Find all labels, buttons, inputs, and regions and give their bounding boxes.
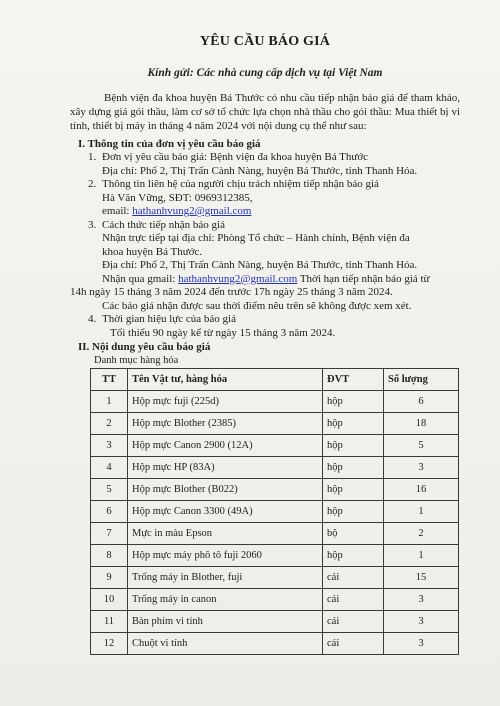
item-2-contact: Hà Văn Vững, SĐT: 0969312385, bbox=[102, 191, 253, 204]
cell-quantity: 3 bbox=[384, 457, 459, 479]
greeting-line: Kính gửi: Các nhà cung cấp dịch vụ tại Việt Nam bbox=[147, 67, 383, 79]
cell-quantity: 2 bbox=[384, 523, 459, 545]
header-unit: ĐVT bbox=[323, 369, 384, 391]
cell-tt: 8 bbox=[91, 545, 128, 567]
cell-quantity: 1 bbox=[384, 545, 459, 567]
item-4 bbox=[70, 313, 460, 327]
table-row bbox=[91, 435, 459, 457]
cell-unit: hộp bbox=[323, 501, 384, 523]
item-3-email-prefix: Nhận qua gmail: bbox=[102, 272, 179, 285]
cell-unit: cái bbox=[323, 611, 384, 633]
cell-quantity: 15 bbox=[384, 567, 459, 589]
item-2-number: 2. bbox=[88, 178, 97, 190]
header-tt: TT bbox=[91, 369, 128, 391]
cell-item-name: Hộp mực Blother (B022) bbox=[128, 479, 323, 501]
cell-tt: 5 bbox=[91, 479, 128, 501]
item-1-address: Địa chỉ: Phố 2, Thị Trấn Cành Nàng, huyện Bá Thước, tỉnh Thanh Hóa. bbox=[102, 164, 418, 177]
cell-unit: bộ bbox=[323, 523, 384, 545]
cell-unit: hộp bbox=[323, 545, 384, 567]
item-1-number: 1. bbox=[88, 151, 97, 163]
document-title: YÊU CẦU BÁO GIÁ bbox=[199, 34, 331, 49]
section-2-heading: II. Nội dung yêu cầu báo giá bbox=[78, 341, 211, 353]
item-3 bbox=[70, 219, 460, 233]
item-3-note: Các báo giá nhận được sau thời điểm nêu trên sẽ không được xem xét. bbox=[102, 299, 412, 312]
cell-quantity: 3 bbox=[384, 611, 459, 633]
cell-unit: cái bbox=[323, 567, 384, 589]
table-row bbox=[91, 457, 459, 479]
item-4-number: 4. bbox=[88, 313, 97, 325]
cell-tt: 6 bbox=[91, 501, 128, 523]
cell-item-name: Hộp mực máy phô tô fuji 2060 bbox=[128, 545, 323, 567]
cell-unit: hộp bbox=[323, 457, 384, 479]
cell-item-name: Hộp mực fuji (225d) bbox=[128, 391, 323, 413]
table-row bbox=[91, 589, 459, 611]
item-2-email-line bbox=[70, 205, 460, 219]
header-item-name: Tên Vật tư, hàng hóa bbox=[128, 369, 323, 391]
intro-paragraph: Bệnh viện đa khoa huyện Bá Thước có nhu cầu tiếp nhận báo giá để tham khảo, xây dựng giá gói thầu, làm cơ sở tổ chức lựa chọn nhà thầu cho gói thầu: Mua thiết bị vi tính, thiết bị máy in tháng 4 năm 2024 với nội dung cụ thể như sau: bbox=[70, 92, 460, 132]
cell-quantity: 1 bbox=[384, 501, 459, 523]
cell-item-name: Mực in màu Epson bbox=[128, 523, 323, 545]
table-row bbox=[91, 567, 459, 589]
item-2-email-label: email: bbox=[102, 205, 133, 217]
table-row bbox=[91, 479, 459, 501]
item-3-email-line bbox=[70, 273, 460, 287]
cell-unit: cái bbox=[323, 589, 384, 611]
cell-item-name: Trống máy in Blother, fuji bbox=[128, 567, 323, 589]
item-3-email-suffix: Thời hạn tiếp nhận báo giá từ bbox=[297, 272, 430, 285]
cell-unit: hộp bbox=[323, 391, 384, 413]
item-2 bbox=[70, 178, 460, 192]
goods-list-label: Danh mục hàng hóa bbox=[94, 355, 179, 366]
cell-item-name: Hộp mực HP (83A) bbox=[128, 457, 323, 479]
cell-item-name: Chuột vi tính bbox=[128, 633, 323, 655]
cell-tt: 11 bbox=[91, 611, 128, 633]
item-3-period: 14h ngày 15 tháng 3 năm 2024 đến trước 17h ngày 25 tháng 3 năm 2024. bbox=[70, 286, 393, 298]
cell-quantity: 3 bbox=[384, 589, 459, 611]
cell-item-name: Hộp mực Canon 3300 (49A) bbox=[128, 501, 323, 523]
cell-item-name: Hộp mực Canon 2900 (12A) bbox=[128, 435, 323, 457]
cell-quantity: 18 bbox=[384, 413, 459, 435]
item-2-label: Thông tin liên hệ của người chịu trách nhiệm tiếp nhận báo giá bbox=[102, 178, 379, 190]
goods-table bbox=[90, 368, 459, 655]
cell-tt: 1 bbox=[91, 391, 128, 413]
item-1 bbox=[70, 151, 460, 165]
item-1-label: Đơn vị yêu cầu báo giá: Bệnh viện đa khoa huyện Bá Thước bbox=[102, 151, 369, 163]
cell-item-name: Bàn phím vi tính bbox=[128, 611, 323, 633]
cell-unit: hộp bbox=[323, 413, 384, 435]
table-row bbox=[91, 545, 459, 567]
cell-quantity: 3 bbox=[384, 633, 459, 655]
item-3-address: Địa chỉ: Phố 2, Thị Trấn Cành Nàng, huyện Bá Thước, tỉnh Thanh Hóa. bbox=[102, 259, 418, 271]
cell-quantity: 16 bbox=[384, 479, 459, 501]
cell-tt: 12 bbox=[91, 633, 128, 655]
section-1-heading: I. Thông tin của đơn vị yêu cầu báo giá bbox=[78, 138, 261, 150]
table-row bbox=[91, 523, 459, 545]
cell-tt: 10 bbox=[91, 589, 128, 611]
table-row bbox=[91, 611, 459, 633]
cell-quantity: 5 bbox=[384, 435, 459, 457]
table-row bbox=[91, 501, 459, 523]
cell-item-name: Trống máy in canon bbox=[128, 589, 323, 611]
table-row bbox=[91, 633, 459, 655]
table-row bbox=[91, 413, 459, 435]
item-3-direct-line-a: Nhận trực tiếp tại địa chỉ: Phòng Tổ chức – Hành chính, Bệnh viện đa bbox=[102, 232, 410, 244]
cell-unit: cái bbox=[323, 633, 384, 655]
item-4-value: Tối thiểu 90 ngày kể từ ngày 15 tháng 3 năm 2024. bbox=[110, 326, 336, 339]
cell-unit: hộp bbox=[323, 479, 384, 501]
cell-unit: hộp bbox=[323, 435, 384, 457]
cell-tt: 3 bbox=[91, 435, 128, 457]
item-4-label: Thời gian hiệu lực của báo giá bbox=[102, 313, 236, 325]
item-3-label: Cách thức tiếp nhận báo giá bbox=[102, 218, 225, 231]
item-3-number: 3. bbox=[88, 218, 97, 231]
cell-tt: 7 bbox=[91, 523, 128, 545]
goods-table-header-row bbox=[91, 369, 459, 391]
cell-item-name: Hộp mực Blother (2385) bbox=[128, 413, 323, 435]
cell-tt: 9 bbox=[91, 567, 128, 589]
item-2-email-link[interactable]: hathanhvung2@gmail.com bbox=[132, 205, 252, 217]
table-row bbox=[91, 391, 459, 413]
cell-tt: 4 bbox=[91, 457, 128, 479]
header-quantity: Số lượng bbox=[384, 369, 459, 391]
item-3-email-link[interactable]: hathanhvung2@gmail.com bbox=[178, 272, 298, 285]
item-3-direct-line-b: khoa huyện Bá Thước. bbox=[102, 245, 203, 258]
cell-quantity: 6 bbox=[384, 391, 459, 413]
cell-tt: 2 bbox=[91, 413, 128, 435]
